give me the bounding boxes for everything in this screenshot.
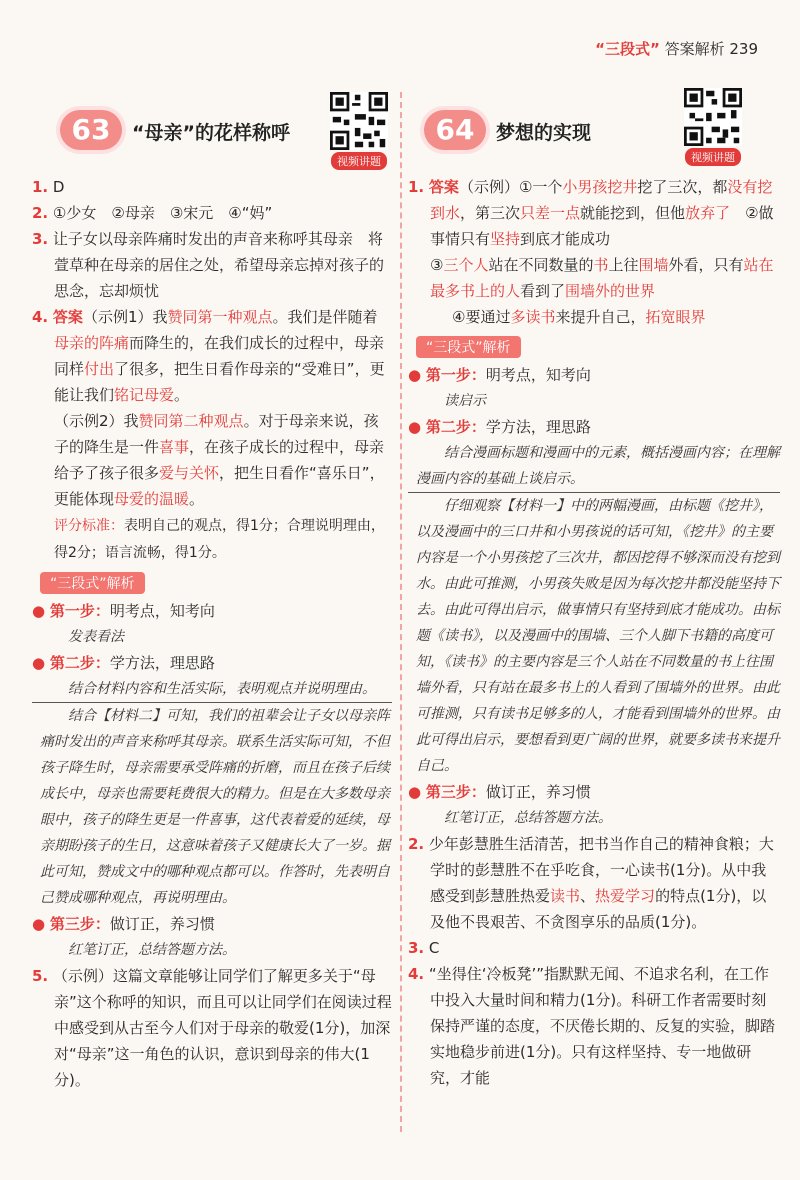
step-2: ● 第二步：学方法，理思路 [32,654,215,672]
bullet-icon: ● [408,783,422,801]
step-3: ● 第三步：做订正，养习惯 [32,915,215,933]
step-2-explanation: 仔细观察【材料一】中的两幅漫画，由标题《挖井》，以及漫画中的三口井和小男孩说的话可知，《挖井》的主要内容是一个小男孩挖了三次井，都因挖得不够深而没有挖到水。由此可推测，小男孩失败是因为每次挖井都没能坚持下去。由此可得出启示，做事情只有坚持到底才能成功。由标题《读书》，以及漫画中的围墙、三个人脚下书籍的高度可知，《读书》的主要内容是三个人站在不同数量的书上往围墙外看，只有站在最多书上的人看到了围墙外的世界。由此可推测，只有读书足够多的人，才能看到围墙外的世界。由此可得出启示，要想看到更广阔的世界，就要多读书来提升自己。 [416,498,780,774]
answer-4-example-1: 4. 答案（示例1）我赞同第一种观点。我们是伴随着母亲的阵痛而降生的，在我们成长的过程中，母亲同样付出了很多，把生日看作母亲的“受难日”，更能让我们铭记母爱。 [32,308,385,404]
answer-3: 3. C [408,939,440,957]
answer-4-example-2: （示例2）我赞同第二种观点。对于母亲来说，孩子的降生是一件喜事，在孩子成长的过程中，母亲给予了孩子很多爱与关怀，把生日看作“喜乐日”，更能体现母爱的温暖。 [54,412,385,508]
header-title: 答案解析 [659,40,730,58]
step-3: ● 第三步：做订正，养习惯 [408,783,591,801]
left-column [32,96,392,1093]
step-2: ● 第二步：学方法，理思路 [408,418,591,436]
analysis-tag: “三段式”解析 [40,572,145,594]
answer-4: 4. “坐得住‘冷板凳’”指默默无闻、不追求名利，在工作中投入大量时间和精力(1分)。科研工作者需要时刻保持严谨的态度，不厌倦长期的、反复的实验，脚踏实地稳步前进(1分)。只有这样坚持、专一地做研究，才能 [408,965,776,1087]
page-header [595,38,758,59]
column-divider [400,92,402,1132]
qr-code-icon [330,92,388,150]
qr-caption: 视频讲题 [685,148,741,166]
section-title: “母亲”的花样称呼 [132,122,290,144]
step-2-explanation: 结合【材料二】可知，我们的祖辈会让子女以母亲阵痛时发出的声音来称呼其母亲。联系生活实际可知，不但孩子降生时，母亲需要承受阵痛的折磨，而且在孩子后续成长中，母亲也需要耗费很大的精力。但是在大多数母亲眼中，孩子的降生更是一件喜事，这代表着爱的延续，母亲期盼孩子的生日，这意味着孩子又健康长大了一岁。据此可知，赞成文中的哪种观点都可以。作答时，先表明自己赞成哪种观点，再说明理由。 [40,708,390,906]
bullet-icon: ● [32,915,46,933]
bullet-icon: ● [32,602,46,620]
section-number-badge: 64 [424,110,486,150]
answer-3: 3. 让子女以母亲阵痛时发出的声音来称呼其母亲 将萱草种在母亲的居住之处，希望母亲忘掉对孩子的思念，忘却烦忧 [32,230,385,300]
section-number-badge: 63 [60,110,122,150]
section-63-title [32,96,392,174]
analysis-tag: “三段式”解析 [416,336,521,358]
bullet-icon: ● [408,418,422,436]
answer-2: 2. ①少女 ②母亲 ③宋元 ④“妈” [32,204,273,222]
step-1: ● 第一步：明考点，知考向 [408,366,591,384]
answer-1: 1. D [32,178,65,196]
section-64-title [408,96,780,174]
step-3-note: 红笔订正，总结答题方法。 [444,810,612,826]
step-1-note: 读启示 [444,393,486,409]
step-3-note: 红笔订正，总结答题方法。 [68,942,236,958]
qr-code-icon [684,88,742,146]
answer-5: 5. （示例）这篇文章能够让同学们了解更多关于“母亲”这个称呼的知识，而且可以让同学们在阅读过程中感受到从古至今人们对于母亲的敬爱(1分)，加深对“母亲”这一角色的认识，意识到母亲的伟大(1分)。 [32,967,392,1089]
answer-2: 2. 少年彭慧胜生活清苦，把书当作自己的精神食粮；大学时的彭慧胜不在乎吃食，一心读书(1分)。从中我感受到彭慧胜热爱读书、热爱学习的特点(1分)，以及他不畏艰苦、不贪图享乐的品质(1分)。 [408,835,774,931]
bullet-icon: ● [32,654,46,672]
answer-1-line-3: ④要通过多读书来提升自己，拓宽眼界 [452,308,706,326]
section-title: 梦想的实现 [496,122,592,144]
video-qr-code[interactable] [322,92,396,172]
scoring-standard: 评分标准：表明自己的观点，得1分；合理说明理由，得2分；语言流畅，得1分。 [54,518,385,561]
header-series: “三段式” [595,40,660,58]
step-1: ● 第一步：明考点，知考向 [32,602,215,620]
step-1-note: 发表看法 [68,629,124,645]
page-number: 239 [729,40,758,58]
step-2-method: 结合漫画标题和漫画中的元素，概括漫画内容；在理解漫画内容的基础上谈启示。 [408,440,780,493]
bullet-icon: ● [408,366,422,384]
qr-caption: 视频讲题 [331,152,387,170]
video-qr-code[interactable] [676,88,750,168]
right-column [408,96,780,1091]
answer-1-line-2: ③三个人站在不同数量的书上往围墙外看，只有站在最多书上的人看到了围墙外的世界 [430,256,774,300]
answer-1-line-1: 1. 答案（示例）①一个小男孩挖井挖了三次，都没有挖到水，第三次只差一点就能挖到，但他放弃了 ②做事情只有坚持到底才能成功 [408,178,774,248]
step-2-method: 结合材料内容和生活实际，表明观点并说明理由。 [32,676,392,703]
